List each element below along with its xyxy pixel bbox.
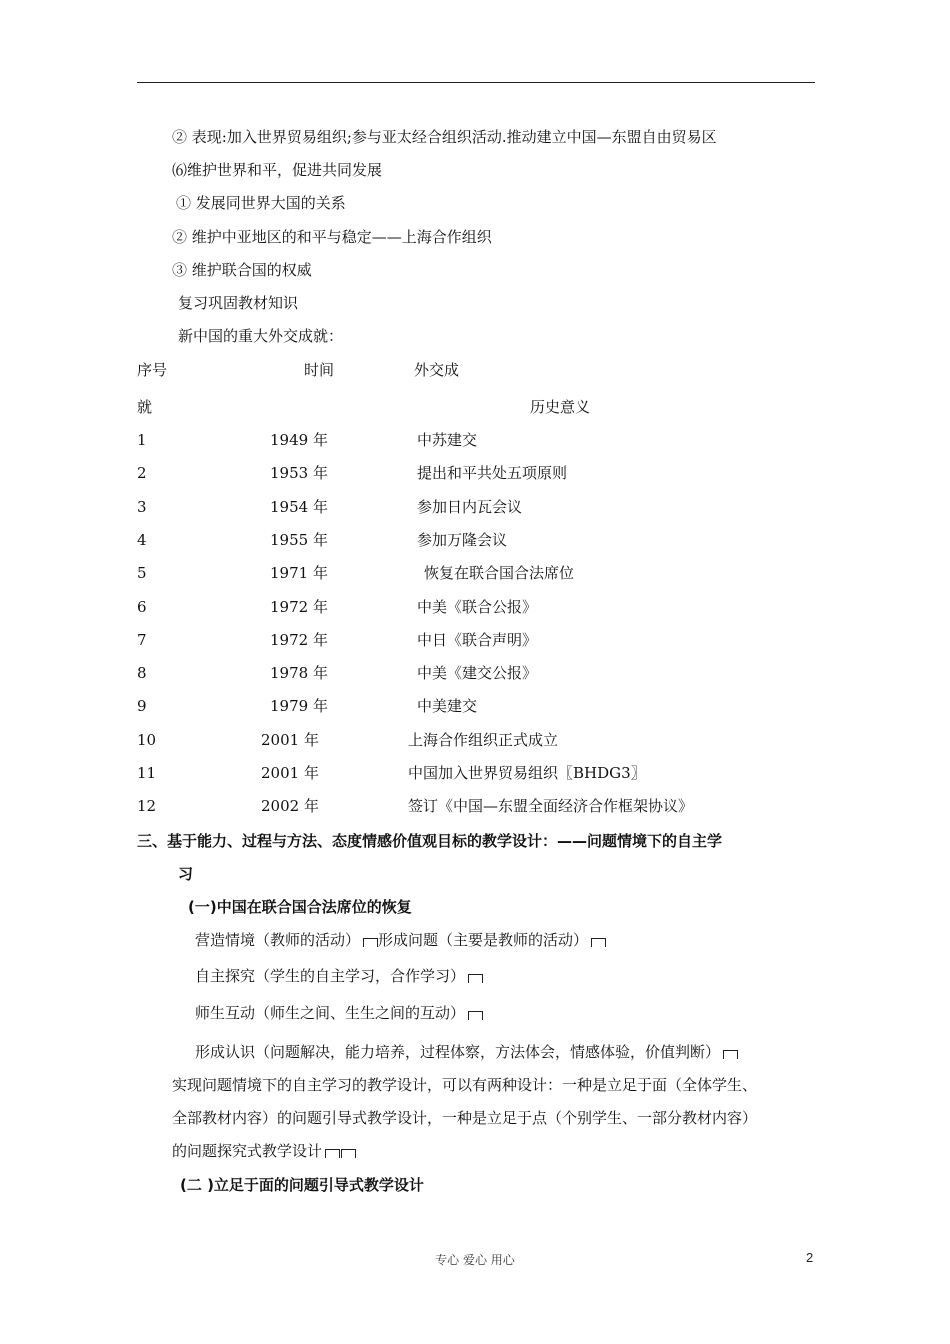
- cell-event: 提出和平共处五项原则: [417, 464, 568, 482]
- paragraph: [195, 966, 483, 986]
- cell-no: 3: [137, 498, 147, 516]
- bracket-mark: [468, 1011, 483, 1020]
- cell-year: 1971 年: [270, 564, 328, 582]
- paragraph-text: 自主探究（学生的自主学习，合作学习）: [195, 967, 466, 985]
- cell-year: 2001 年: [261, 731, 319, 749]
- table-row: [137, 430, 817, 450]
- paragraph-text: 形成问题（主要是教师的活动）: [378, 931, 589, 949]
- bracket-mark: [468, 974, 483, 983]
- cell-year: 1954 年: [270, 498, 328, 516]
- cell-year: 1953 年: [270, 464, 328, 482]
- cell-event: 参加万隆会议: [417, 531, 508, 549]
- bracket-mark: [723, 1050, 738, 1059]
- paragraph: [195, 1042, 738, 1062]
- table-row: [137, 730, 817, 750]
- subsection-heading-1: (一)中国在联合国合法席位的恢复: [188, 898, 412, 916]
- cell-event: 上海合作组织正式成立: [408, 731, 559, 749]
- cell-event: 中美建交: [417, 697, 478, 715]
- cell-no: 8: [137, 664, 147, 682]
- header-meaning: 历史意义: [530, 398, 591, 416]
- header-time: 时间: [304, 361, 335, 379]
- table-row: [137, 796, 817, 816]
- cell-event: 中美《联合公报》: [417, 598, 538, 616]
- cell-year: 2001 年: [261, 764, 319, 782]
- cell-no: 6: [137, 598, 147, 616]
- cell-event: 恢复在联合国合法席位: [424, 564, 575, 582]
- header-achievement: 外交成: [414, 361, 460, 379]
- table-row: [137, 463, 817, 483]
- paragraph: [195, 930, 606, 950]
- section-heading: 三、基于能力、过程与方法、态度情感价值观目标的教学设计：——问题情境下的自主学: [137, 832, 723, 850]
- table-header: [137, 360, 817, 380]
- bracket-mark: [363, 938, 378, 947]
- table-row: [137, 530, 817, 550]
- cell-no: 10: [137, 731, 157, 749]
- cell-no: 12: [137, 797, 157, 815]
- subsection-heading-2: (二 )立足于面的问题引导式教学设计: [180, 1176, 424, 1194]
- table-row: [137, 497, 817, 517]
- table-row: [137, 696, 817, 716]
- cell-no: 11: [137, 764, 157, 782]
- cell-year: 1949 年: [270, 431, 328, 449]
- cell-year: 1972 年: [270, 598, 328, 616]
- paragraph: [195, 1003, 483, 1023]
- paragraph-text: 师生互动（师生之间、生生之间的互动）: [195, 1004, 466, 1022]
- text-line: ② 维护中亚地区的和平与稳定——上海合作组织: [172, 228, 492, 246]
- text-line: ③ 维护联合国的权威: [172, 261, 312, 279]
- bracket-mark: [325, 1149, 340, 1158]
- cell-year: 1955 年: [270, 531, 328, 549]
- table-header-cont: [137, 397, 817, 417]
- cell-no: 5: [137, 564, 147, 582]
- cell-no: 2: [137, 464, 147, 482]
- paragraph-text: 营造情境（教师的活动）: [195, 931, 361, 949]
- page-number: 2: [806, 1250, 814, 1265]
- cell-event: 中日《联合声明》: [417, 631, 538, 649]
- cell-event: 中国加入世界贸易组织〖BHDG3〗: [408, 764, 646, 782]
- table-row: [137, 563, 817, 583]
- bracket-mark: [591, 938, 606, 947]
- header-seq: 序号: [137, 361, 168, 379]
- table-row: [137, 630, 817, 650]
- table-row: [137, 763, 817, 783]
- text-line: ① 发展同世界大国的关系: [176, 194, 346, 212]
- paragraph: 全部教材内容）的问题引导式教学设计，一种是立足于点（个别学生、一部分教材内容）: [172, 1109, 758, 1127]
- header-cont: 就: [137, 398, 153, 416]
- cell-no: 1: [137, 431, 147, 449]
- header-rule: [137, 82, 815, 83]
- cell-no: 7: [137, 631, 147, 649]
- section-heading-cont: 习: [178, 865, 194, 883]
- text-line: ② 表现:加入世界贸易组织;参与亚太经合组织活动.推动建立中国—东盟自由贸易区: [172, 128, 717, 146]
- paragraph: [172, 1141, 356, 1161]
- table-row: [137, 597, 817, 617]
- text-line: 新中国的重大外交成就：: [178, 327, 344, 345]
- cell-year: 1979 年: [270, 697, 328, 715]
- cell-no: 9: [137, 697, 147, 715]
- text-line: ⑹维护世界和平，促进共同发展: [172, 161, 383, 179]
- paragraph: 实现问题情境下的自主学习的教学设计，可以有两种设计：一种是立足于面（全体学生、: [172, 1076, 758, 1094]
- cell-event: 签订《中国—东盟全面经济合作框架协议》: [408, 797, 694, 815]
- cell-no: 4: [137, 531, 147, 549]
- table-row: [137, 663, 817, 683]
- cell-year: 1972 年: [270, 631, 328, 649]
- bracket-mark: [341, 1149, 356, 1158]
- cell-event: 中苏建交: [417, 431, 478, 449]
- text-line: 复习巩固教材知识: [178, 294, 299, 312]
- cell-year: 1978 年: [270, 664, 328, 682]
- page-footer: 专心 爱心 用心: [435, 1253, 515, 1267]
- paragraph-text: 形成认识（问题解决，能力培养，过程体察，方法体会，情感体验，价值判断）: [195, 1043, 721, 1061]
- paragraph-text: 的问题探究式教学设计: [172, 1142, 323, 1160]
- cell-year: 2002 年: [261, 797, 319, 815]
- cell-event: 参加日内瓦会议: [417, 498, 523, 516]
- cell-event: 中美《建交公报》: [417, 664, 538, 682]
